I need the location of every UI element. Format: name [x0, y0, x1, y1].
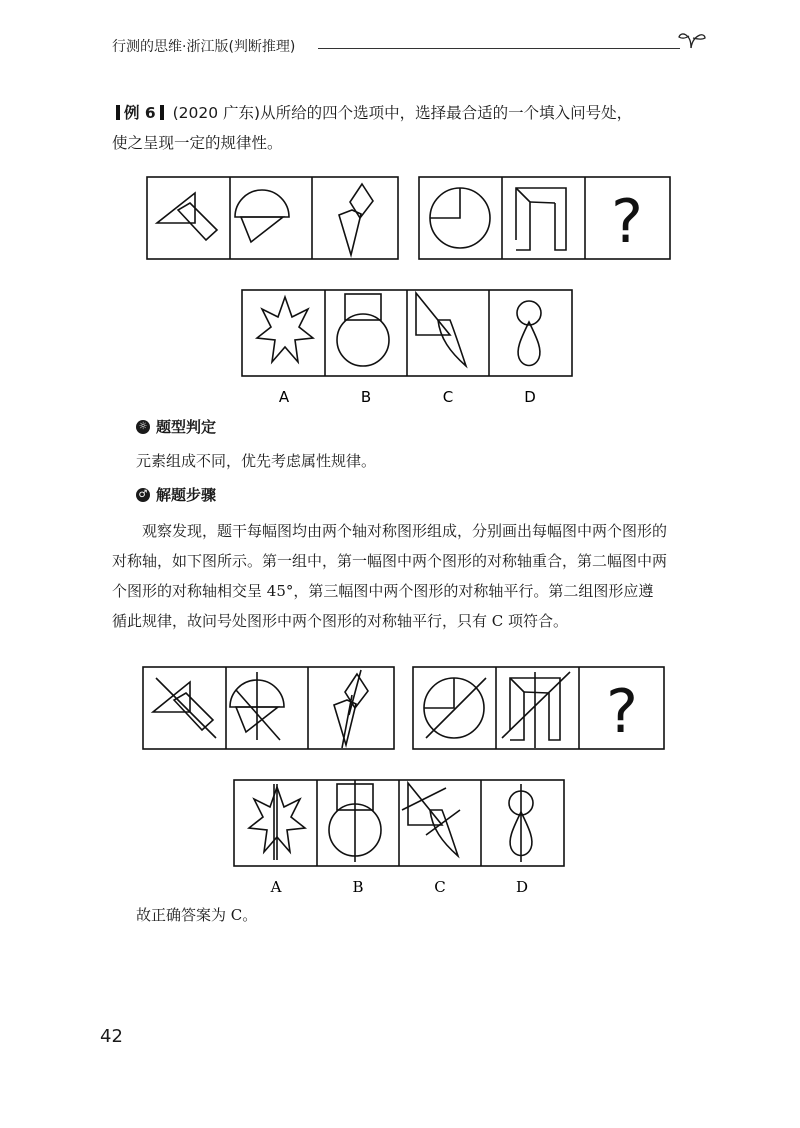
- steps-line-2: 对称轴，如下图所示。第一组中，第一幅图中两个图形的对称轴重合，第二幅图中两: [112, 552, 668, 570]
- sol-fig5-frame-b: [510, 678, 524, 740]
- steps-paragraph: [112, 516, 712, 636]
- steps-section-heading: [136, 484, 216, 505]
- sol-fig2-axis-2: [236, 690, 280, 740]
- type-text: 元素组成不同，优先考虑属性规律。: [136, 452, 377, 470]
- fig5-frame-b: [516, 188, 530, 250]
- example-line-2: 使之呈现一定的规律性。: [112, 134, 283, 152]
- option-b-square: [345, 294, 381, 320]
- option-b-circle: [337, 314, 389, 366]
- steps-line-3: 个图形的对称轴相交呈 45°，第三幅图中两个图形的对称轴平行。第二组图形应遵: [112, 582, 654, 600]
- lightbulb-icon: ☼: [136, 420, 150, 434]
- steps-icon: ♂: [136, 488, 150, 502]
- fig3-kite: [339, 210, 361, 255]
- option-c-triangle: [416, 293, 450, 335]
- solution-figure: [140, 660, 680, 900]
- question-mark: ?: [611, 187, 643, 257]
- fig5-frame-c: [530, 202, 555, 203]
- fig5-frame-a: [516, 188, 566, 250]
- type-section-heading: [136, 416, 216, 437]
- option-label-c: C: [442, 388, 454, 406]
- question-figure: [140, 170, 680, 410]
- sol-fig3-kite: [334, 700, 356, 745]
- sprout-icon: [677, 26, 707, 56]
- sol-option-c-leaf: [430, 810, 458, 856]
- steps-line-4: 循此规律，故问号处图形中两个图形的对称轴平行，只有 C 项符合。: [112, 612, 569, 630]
- sol-option-label-d: D: [515, 878, 529, 896]
- running-header-title: 行测的思维·浙江版(判断推理): [112, 39, 296, 55]
- marker-bar-left: [116, 105, 120, 120]
- sol-fig3-rhombus: [345, 674, 368, 708]
- steps-line-1: 观察发现，题干每幅图均由两个轴对称图形组成，分别画出每幅图中两个图形的: [142, 522, 668, 540]
- fig3-rhombus: [350, 184, 373, 218]
- fig1-rectangle: [178, 203, 217, 240]
- sol-fig1-axis: [156, 678, 216, 738]
- option-label-a: A: [278, 388, 290, 406]
- option-label-b: B: [360, 388, 372, 406]
- fig2-semicircle: [235, 190, 289, 217]
- sol-question-mark: ?: [606, 677, 638, 747]
- fig1-triangle: [157, 193, 195, 223]
- example-question: [112, 98, 712, 158]
- option-d-drop: [518, 322, 540, 366]
- conclusion-text: 故正确答案为 C。: [136, 906, 258, 924]
- example-line-1: (2020 广东)从所给的四个选项中，选择最合适的一个填入问号处，: [172, 104, 633, 122]
- sol-option-label-c: C: [434, 878, 446, 896]
- sol-option-label-a: A: [270, 878, 282, 896]
- page-number: 42: [100, 1026, 123, 1047]
- type-heading-text: 题型判定: [156, 418, 217, 436]
- option-c-leaf: [438, 320, 466, 366]
- steps-heading-text: 解题步骤: [156, 486, 217, 504]
- marker-bar-right: [160, 105, 164, 120]
- option-label-d: D: [524, 388, 536, 406]
- example-marker: 例 6: [124, 104, 156, 122]
- fig2-triangle: [241, 217, 283, 242]
- header-rule: [318, 48, 680, 49]
- sol-fig5-frame-c: [524, 692, 549, 693]
- option-a-star: [257, 297, 313, 362]
- sol-option-label-b: B: [352, 878, 364, 896]
